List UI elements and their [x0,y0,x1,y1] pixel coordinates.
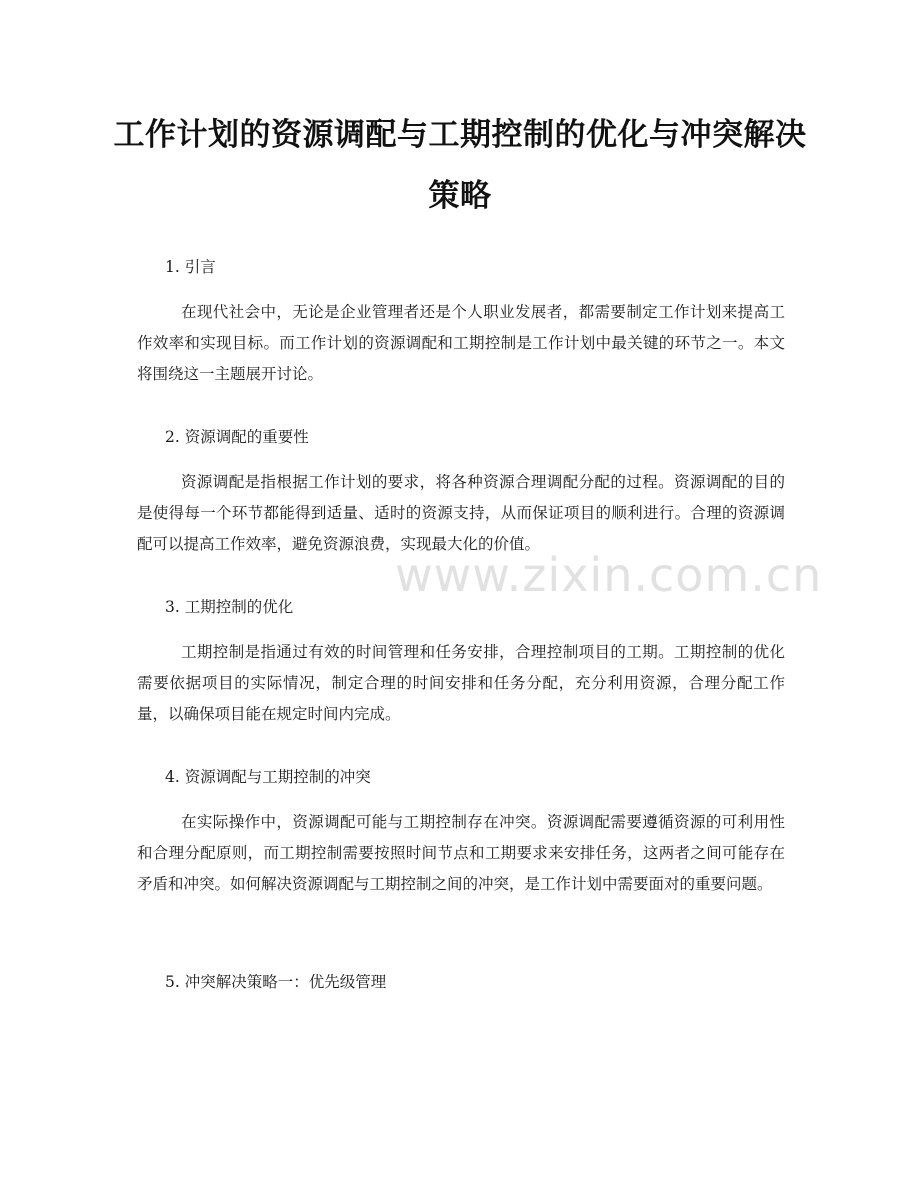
section-heading-4: 4. 资源调配与工期控制的冲突 [165,768,371,786]
section-heading-1: 1. 引言 [165,258,216,276]
watermark: www.zixin.com.cn [395,548,823,602]
section-heading-3: 3. 工期控制的优化 [165,598,294,616]
section-heading-5: 5. 冲突解决策略一：优先级管理 [165,973,387,991]
section-paragraph-1: 在现代社会中，无论是企业管理者还是个人职业发展者，都需要制定工作计划来提高工作效率和实现目标。而工作计划的资源调配和工期控制是工作计划中最关键的环节之一。本文将围绕这一主题展开讨论。 [137,303,785,383]
section-heading-2: 2. 资源调配的重要性 [165,428,309,446]
page-title: 工作计划的资源调配与工期控制的优化与冲突解决策略 [113,117,807,214]
section-paragraph-4: 在实际操作中，资源调配可能与工期控制存在冲突。资源调配需要遵循资源的可利用性和合理分配原则，而工期控制需要按照时间节点和工期要求来安排任务，这两者之间可能存在矛盾和冲突。如何解决资源调配与工期控制之间的冲突，是工作计划中需要面对的重要问题。 [137,813,785,893]
section-paragraph-3: 工期控制是指通过有效的时间管理和任务安排，合理控制项目的工期。工期控制的优化需要依据项目的实际情况，制定合理的时间安排和任务分配，充分利用资源，合理分配工作量，以确保项目能在规定时间内完成。 [137,643,785,723]
section-paragraph-2: 资源调配是指根据工作计划的要求，将各种资源合理调配分配的过程。资源调配的目的是使得每一个环节都能得到适量、适时的资源支持，从而保证项目的顺利进行。合理的资源调配可以提高工作效率，避免资源浪费，实现最大化的价值。 [137,473,785,553]
